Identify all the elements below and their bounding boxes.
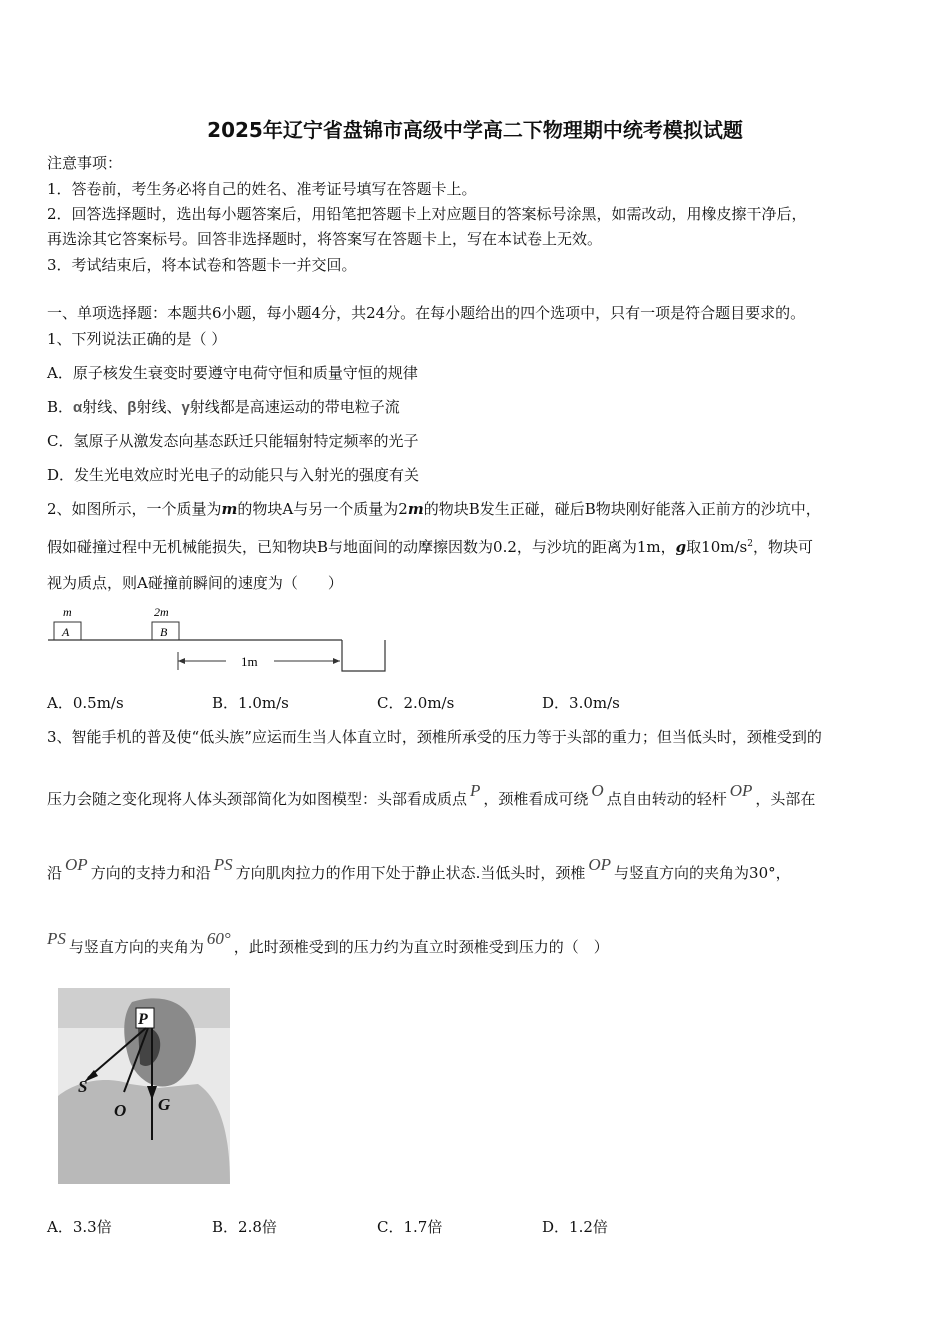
var-p: P xyxy=(470,781,481,800)
option-text: 射线、 xyxy=(136,398,182,416)
gamma-symbol: γ xyxy=(181,399,190,416)
section-heading: 一、单项选择题：本题共6小题，每小题4分，共24分。在每小题给出的四个选项中，只有一项是符合题目要求的。 xyxy=(47,304,806,322)
notice-item: 2．回答选择题时，选出每小题答案后，用铅笔把答题卡上对应题目的答案标号涂黑，如需改动，用橡皮擦干净后， xyxy=(47,205,807,223)
q3-option-c: C．1.7倍 xyxy=(377,1218,443,1236)
text: ，颈椎看成可绕 xyxy=(483,790,589,808)
text: 压力会随之变化现将人体头颈部简化为如图模型：头部看成质点 xyxy=(47,790,468,808)
q3-option-d: D．1.2倍 xyxy=(542,1218,608,1236)
label-o: O xyxy=(114,1101,127,1120)
q2-option-b: B．1.0m/s xyxy=(212,694,289,712)
var-m: m xyxy=(221,500,238,518)
page-title: 2025年辽宁省盘锦市高级中学高二下物理期中统考模拟试题 xyxy=(207,118,743,142)
text: 方向肌肉拉力的作用下处于静止状态.当低头时，颈椎 xyxy=(235,864,586,882)
q2-stem-line3: 视为质点，则A碰撞前瞬间的速度为（ ） xyxy=(47,574,343,592)
q3-stem-line1: 3、智能手机的普及使“低头族”应运而生当人体直立时，颈椎所承受的压力等于头部的重力；但当低头时，颈椎受到的 xyxy=(47,728,822,746)
label-b: B xyxy=(160,625,168,639)
alpha-symbol: α xyxy=(73,399,83,416)
text: 方向的支持力和沿 xyxy=(90,864,211,882)
q2-option-d: D．3.0m/s xyxy=(542,694,620,712)
notice-heading: 注意事项： xyxy=(47,154,123,172)
q3-figure-photo xyxy=(58,988,230,1184)
sand-pit xyxy=(342,640,385,671)
var-g: g xyxy=(675,538,687,556)
text: ，头部在 xyxy=(755,790,816,808)
q3-option-b: B．2.8倍 xyxy=(212,1218,277,1236)
arrow-left-icon xyxy=(178,658,185,664)
label-s: S xyxy=(78,1077,88,1096)
var-op: OP xyxy=(588,855,612,874)
var-angle: 60° xyxy=(206,929,231,948)
arrow-right-icon xyxy=(333,658,340,664)
option-text: 射线都是高速运动的带电粒子流 xyxy=(189,398,400,416)
option-text: 射线、 xyxy=(82,398,128,416)
text: 的物块B发生正碰，碰后B物块刚好能落入正前方的沙坑中， xyxy=(423,500,821,518)
text: 与竖直方向的夹角为 xyxy=(68,938,204,956)
option-letter: B． xyxy=(47,398,74,416)
beta-symbol: β xyxy=(127,399,137,416)
text: 与竖直方向的夹角为30°， xyxy=(614,864,791,882)
q2-option-a: A．0.5m/s xyxy=(47,694,124,712)
q1-option-b xyxy=(47,396,400,417)
q2-stem-line1 xyxy=(47,498,821,519)
text: 2、如图所示，一个质量为 xyxy=(47,500,222,518)
text: 沿 xyxy=(47,864,63,882)
label-p: P xyxy=(138,1011,148,1028)
var-ps: PS xyxy=(213,855,233,874)
var-op: OP xyxy=(65,855,88,874)
q1-stem: 1、下列说法正确的是（ ） xyxy=(47,330,227,348)
text: ，物块可 xyxy=(752,538,813,556)
notice-item: 3．考试结束后，将本试卷和答题卡一并交回。 xyxy=(47,256,357,274)
q1-option-c: C．氢原子从激发态向基态跃迁只能辐射特定频率的光子 xyxy=(47,432,419,450)
text: 假如碰撞过程中无机械能损失，已知物块B与地面间的动摩擦因数为0.2，与沙坑的距离为1m， xyxy=(47,538,676,556)
label-m: m xyxy=(63,605,72,619)
var-o: O xyxy=(591,781,604,800)
notice-item: 再选涂其它答案标号。回答非选择题时，将答案写在答题卡上，写在本试卷上无效。 xyxy=(47,230,603,248)
label-a: A xyxy=(62,625,70,639)
text: ，此时颈椎受到的压力约为直立时颈椎受到压力的（ ） xyxy=(233,938,609,956)
q2-option-c: C．2.0m/s xyxy=(377,694,455,712)
superscript: 2 xyxy=(747,539,753,549)
q2-stem-line2 xyxy=(47,536,813,557)
var-ps: PS xyxy=(47,929,66,948)
text: 点自由转动的轻杆 xyxy=(606,790,727,808)
notice-item: 1．答卷前，考生务必将自己的姓名、准考证号填写在答题卡上。 xyxy=(47,180,477,198)
q1-option-d: D．发生光电效应时光电子的动能只与入射光的强度有关 xyxy=(47,466,420,484)
q1-option-a: A．原子核发生衰变时要遵守电荷守恒和质量守恒的规律 xyxy=(47,364,418,382)
var-m: m xyxy=(407,500,424,518)
q3-option-a: A．3.3倍 xyxy=(47,1218,112,1236)
q3-stem-line3 xyxy=(47,855,791,883)
q3-stem-line2 xyxy=(47,781,816,809)
q2-figure xyxy=(46,604,396,676)
label-2m: 2m xyxy=(154,605,169,619)
q3-stem-line4 xyxy=(47,929,609,957)
var-op: OP xyxy=(729,781,753,800)
text: 的物块A与另一个质量为2 xyxy=(237,500,408,518)
text: 取10m/s xyxy=(686,538,748,556)
label-distance: 1m xyxy=(241,654,258,669)
label-g: G xyxy=(158,1095,171,1114)
